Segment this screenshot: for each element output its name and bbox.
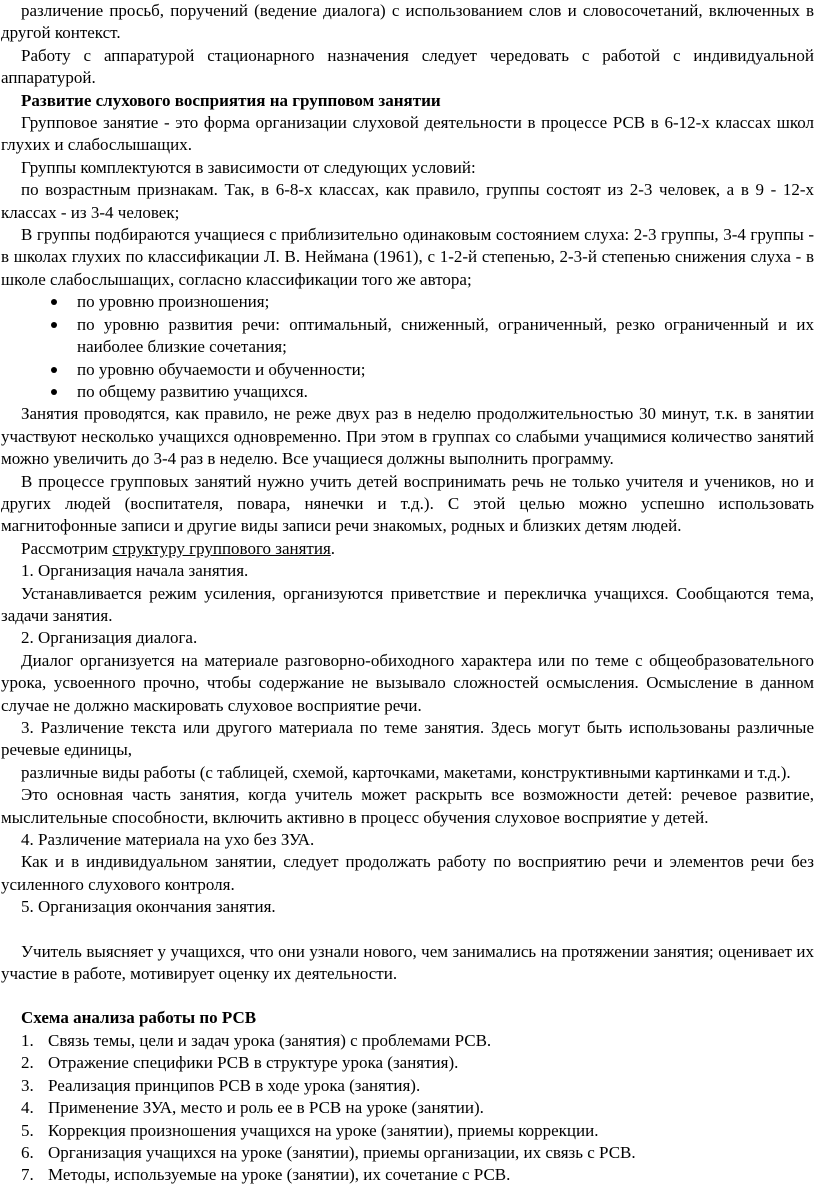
paragraph-hearing-state: В группы подбираются учащиеся с приблизительно одинаковым состоянием слуха: 2-3 группы, 3-4 группы - в школах глухих по классификации Л. В. Неймана (1961), с 1-2-й степенью, 2-3-й степенью снижения слуха - в школе слабослышащих, согласно классификации того же автора; xyxy=(1,225,814,289)
list-item: 2. Отражение специфики РСВ в структуре урока (занятия). xyxy=(21,1053,459,1073)
paragraph-frequency: Занятия проводятся, как правило, не реже двух раз в неделю продолжительностью 30 минут, т.к. в занятии участвуют несколько учащихся одновременно. При этом в группах со слабыми учащимися количество занятий можно увеличить до 3-4 раз в неделю. Все учащиеся должны выполнить программу. xyxy=(1,404,814,469)
step-3-text: различные виды работы (с таблицей, схемой, карточками, макетами, конструктивными картинками и т.д.). xyxy=(21,762,791,782)
spacer xyxy=(1,985,814,1007)
step-4-text: Как и в индивидуальном занятии, следует продолжать работу по восприятию речи и элементов речи без усиленного слухового контроля. xyxy=(1,852,814,894)
step-4-title: 4. Различение материала на ухо без ЗУА. xyxy=(21,830,315,850)
paragraph-equipment: Работу с аппаратурой стационарного назначения следует чередовать с работой с индивидуальной аппаратурой. xyxy=(1,45,814,88)
step-1-title: 1. Организация начала занятия. xyxy=(21,561,249,581)
list-item: 4. Применение ЗУА, место и роль ее в РСВ на уроке (занятии). xyxy=(21,1098,484,1118)
step-3-title: 3. Различение текста или другого материала по теме занятия. Здесь могут быть использованы различные речевые единицы, xyxy=(1,718,814,760)
step-1-text: Устанавливается режим усиления, организуются приветствие и перекличка учащихся. Сообщаются тема, задачи занятия. xyxy=(1,583,814,625)
paragraph-group-definition: Групповое занятие - это форма организации слуховой деятельности в процессе РСВ в 6-12-х классах школ глухих и слабослышащих. xyxy=(1,113,814,155)
paragraph-age: по возрастным признакам. Так, в 6-8-х классах, как правило, группы состоят из 2-3 человек, а в 9 - 12-х классах - из 3-4 человек; xyxy=(1,180,814,222)
structure-link: структуру группового занятия xyxy=(112,538,331,558)
list-item: по уровню обучаемости и обученности; xyxy=(77,359,814,381)
list-item: по уровню развития речи: оптимальный, сниженный, ограниченный, резко ограниченный и их наиболее близкие сочетания; xyxy=(77,314,814,359)
criteria-list xyxy=(1,291,814,403)
step-3-text-2: Это основная часть занятия, когда учитель может раскрыть все возможности детей: речевое развитие, мыслительные способности, включить активно в процесс обучения слуховое восприятие у детей. xyxy=(1,785,814,827)
paragraph-group-conditions: Группы комплектуются в зависимости от следующих условий: xyxy=(21,157,476,177)
section-heading-analysis: Схема анализа работы по РСВ xyxy=(21,1008,257,1028)
list-item: по общему развитию учащихся. xyxy=(77,381,814,403)
list-item: 6. Организация учащихся на уроке (занятии), приемы организации, их связь с РСВ. xyxy=(21,1142,636,1162)
structure-suffix: . xyxy=(330,538,336,558)
list-item: 5. Коррекция произношения учащихся на уроке (занятии), приемы коррекции. xyxy=(21,1120,599,1140)
spacer xyxy=(1,919,814,941)
step-2-text: Диалог организуется на материале разговорно-обиходного характера или по теме с общеобразовательного урока, усвоенного прочно, чтобы содержание не вызывало сложностей осмысления. Осмысление в данном случае не должно маскировать слуховое восприятие речи. xyxy=(1,650,814,715)
step-5-title: 5. Организация окончания занятия. xyxy=(21,897,276,917)
list-item: 7. Методы, используемые на уроке (занятии), их сочетание с РСВ. xyxy=(21,1165,511,1185)
paragraph-structure xyxy=(1,538,814,560)
step-2-title: 2. Организация диалога. xyxy=(21,628,198,648)
step-5-text: Учитель выясняет у учащихся, что они узнали нового, чем занимались на протяжении занятия; оценивает их участие в работе, мотивирует оценку их деятельности. xyxy=(1,941,814,984)
paragraph-distinction: различение просьб, поручений (ведение диалога) с использованием слов и словосочетаний, включенных в другой контекст. xyxy=(1,1,814,43)
list-item: 1. Связь темы, цели и задач урока (занятия) с проблемами РСВ. xyxy=(21,1030,492,1050)
analysis-list xyxy=(1,1030,814,1187)
list-item: по уровню произношения; xyxy=(77,291,814,313)
paragraph-perception: В процессе групповых занятий нужно учить детей воспринимать речь не только учителя и учеников, но и других людей (воспитателя, повара, нянечки и т.д.). С этой целью можно успешно использовать магнитофонные записи и другие виды записи речи знакомых, родных и близких детям людей. xyxy=(1,471,814,536)
structure-prefix: Рассмотрим xyxy=(21,538,113,558)
section-heading-group-lesson: Развитие слухового восприятия на групповом занятии xyxy=(21,90,441,110)
list-item: 3. Реализация принципов РСВ в ходе урока (занятия). xyxy=(21,1075,421,1095)
